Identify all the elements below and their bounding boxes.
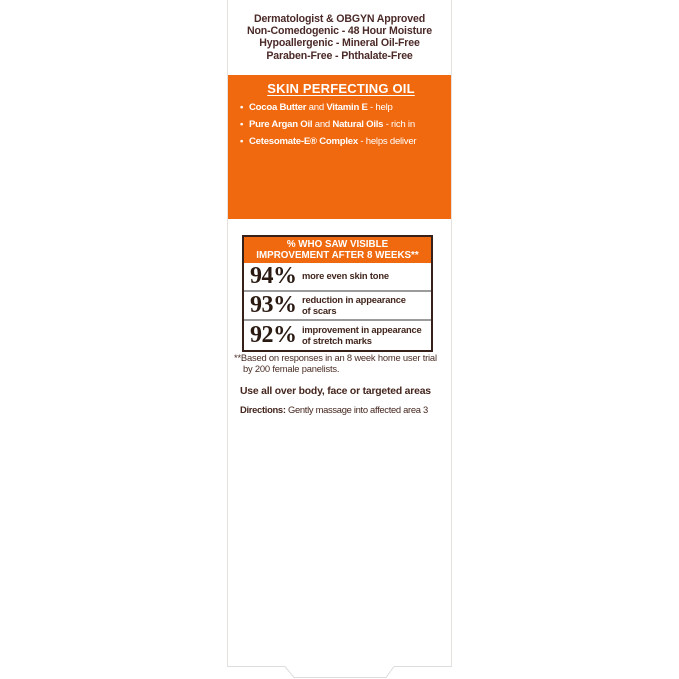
text-segment: and [306, 102, 327, 113]
benefit-bullet-text [249, 135, 416, 148]
text-segment: - rich in [383, 119, 415, 130]
bullet-dot-icon: • [240, 119, 244, 130]
label-panel [227, 0, 452, 667]
text-line: more even skin tone [302, 270, 389, 282]
text-segment: Directions: [240, 404, 286, 415]
results-table-header [244, 237, 431, 263]
text-line: improvement in appearance [302, 323, 422, 335]
text-line [249, 118, 415, 131]
text-line [240, 403, 428, 416]
text-line [249, 135, 416, 148]
percent-description [302, 325, 431, 346]
text-segment: Natural Oils [332, 119, 384, 130]
carton-bottom-edge [227, 666, 452, 679]
benefits-box [228, 75, 451, 219]
claims-block [228, 13, 451, 62]
text-line: of scars [302, 304, 337, 316]
usage-headline: Use all over body, face or targeted areas [240, 386, 431, 397]
text-line: by 200 female panelists. [243, 362, 340, 374]
benefit-bullet [240, 135, 442, 148]
text-line: Paraben-Free - Phthalate-Free [266, 49, 413, 62]
footnote [234, 353, 437, 375]
text-line: % WHO SAW VISIBLE [286, 239, 389, 250]
results-table-row [244, 290, 431, 319]
results-table [242, 235, 433, 352]
text-segment: Vitamin E [326, 102, 368, 113]
directions-paragraph [240, 403, 428, 416]
text-line: Dermatologist & OBGYN Approved [253, 13, 426, 25]
benefit-bullet-text [249, 118, 415, 131]
text-segment: - help [367, 102, 393, 113]
text-line: reduction in appearance [302, 293, 406, 305]
text-line: **Based on responses in an 8 week home user trial [234, 352, 437, 363]
percent-value: 93% [250, 292, 297, 318]
benefit-bullet [240, 101, 442, 114]
bullet-dot-icon: • [240, 136, 244, 147]
text-segment: - helps deliver [357, 136, 417, 147]
text-line: IMPROVEMENT AFTER 8 WEEKS** [256, 250, 419, 261]
results-table-row [244, 319, 431, 350]
benefit-bullet [240, 118, 442, 131]
percent-value: 92% [250, 322, 297, 348]
benefit-bullet-text [249, 101, 393, 114]
percent-description [302, 271, 431, 282]
text-segment: Gently massage into affected area 3 [285, 404, 428, 415]
bullet-dot-icon: • [240, 102, 244, 113]
percent-value: 94% [250, 263, 297, 289]
benefits-box-title: SKIN PERFECTING OIL [267, 81, 415, 96]
text-segment: and [312, 119, 333, 130]
text-segment: Cetesomate-E® Complex [249, 136, 358, 147]
text-line [249, 101, 393, 114]
text-line: Non-Comedogenic - 48 Hour Moisture [246, 25, 432, 38]
percent-description [302, 295, 431, 316]
text-line: Hypoallergenic - Mineral Oil-Free [259, 37, 420, 50]
text-segment: Cocoa Butter [249, 102, 307, 113]
text-segment: Pure Argan Oil [249, 119, 313, 130]
text-line: of stretch marks [302, 334, 372, 346]
results-table-row [244, 263, 431, 290]
